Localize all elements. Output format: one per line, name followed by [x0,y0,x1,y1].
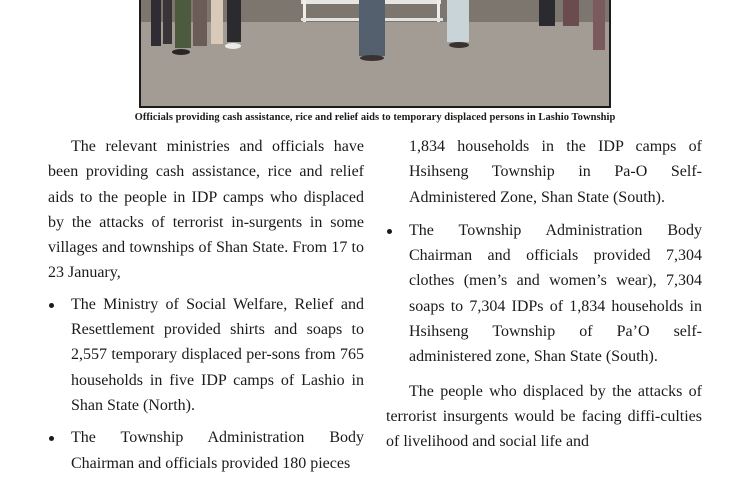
list-item [386,218,702,370]
photo-officials-providing-aid-icon [141,0,609,108]
list-item-text: The Township Administration Body Chairman and officials provided 7,304 clothes (men’s and women’s wear), 7,304 soaps to 7,304 IDPs of 1,834 households in Hsihseng Township of Pa’O self-administered zone, Shan State (South). [409,221,702,366]
closing-paragraph: The people who displaced by the attacks of terrorist insurgents would be facing diffi-culties of livelihood and social life and [386,382,702,451]
bullet-icon [387,229,392,234]
right-column [386,134,702,455]
bullet-icon [49,303,54,308]
list-item-text: The Township Administration Body Chairman and officials provided 180 pieces [71,429,364,472]
left-bullet-list [48,292,364,476]
list-item-text: The Ministry of Social Welfare, Relief and Resettlement provided shirts and soaps to 2,557 temporary displaced per-sons from 765 households in five IDP camps of Lashio in Shan State (North). [71,295,364,414]
left-column [48,134,364,483]
right-bullet-list [386,218,702,370]
photo-caption: Officials providing cash assistance, rice and relief aids to temporary displaced persons in Lashio Township [134,112,616,123]
news-photo [139,0,611,108]
list-item [48,292,364,418]
list-item [48,425,364,476]
bullet-icon [49,436,54,441]
continued-bullet-text: 1,834 households in the IDP camps of Hsihseng Township in Pa-O Self-Administered Zone, Shan State (South). [409,138,702,206]
intro-paragraph: The relevant ministries and officials have been providing cash assistance, rice and relief aids to the people in IDP camps who displaced by the attacks of terrorist in-surgents in some villages and townships of Shan State. From 17 to 23 January, [48,138,364,282]
